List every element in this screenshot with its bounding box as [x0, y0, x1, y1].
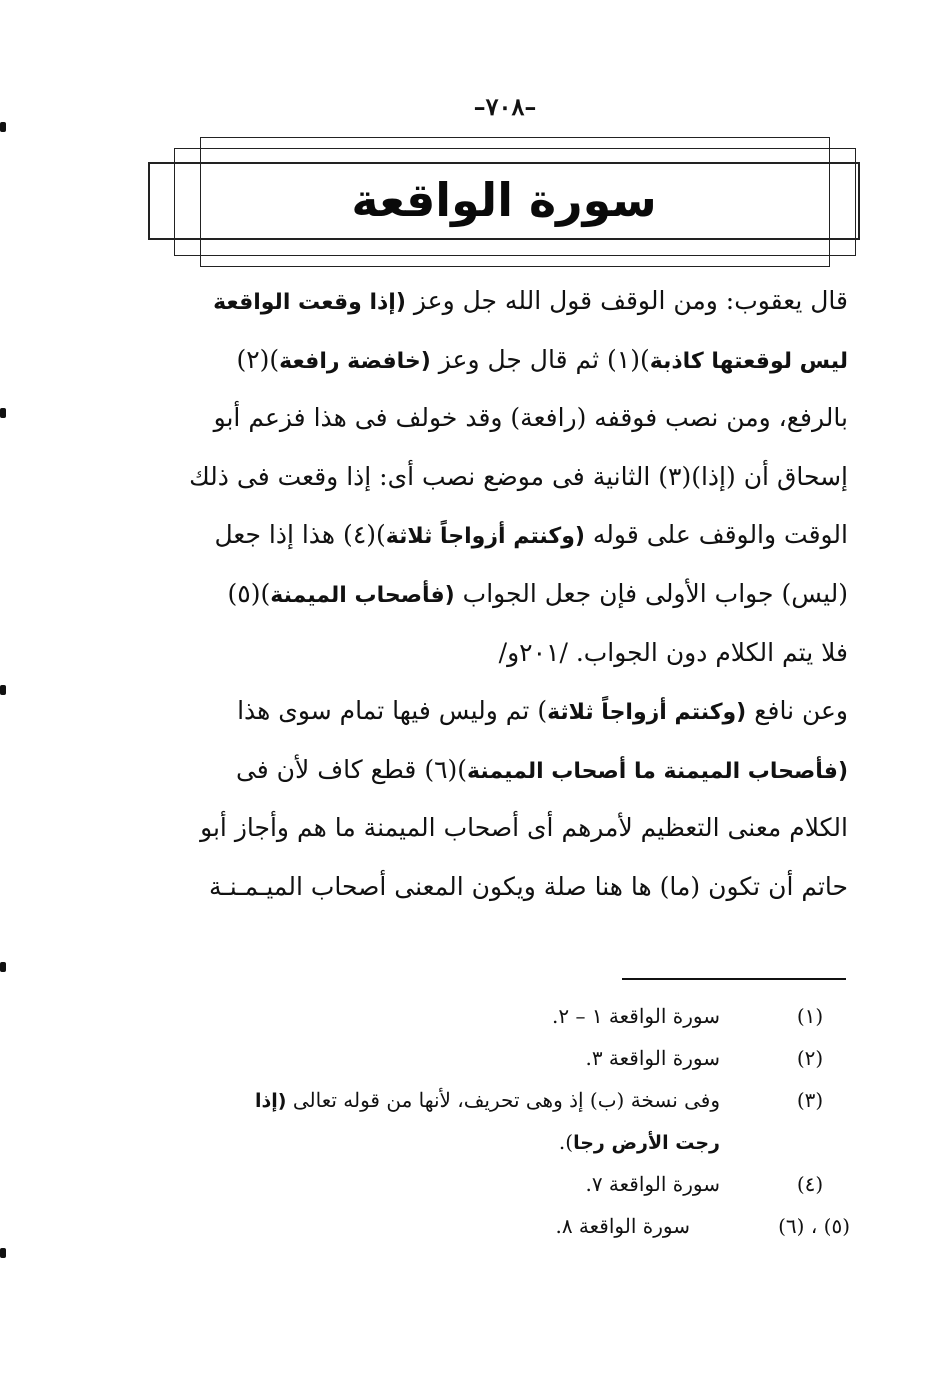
footnote-item — [120, 1205, 850, 1247]
quran-quote: (إذا وقعت الواقعة — [213, 290, 406, 315]
footnote-text — [120, 1163, 770, 1205]
footnote-number: (٢) — [796, 1046, 824, 1070]
footnote-text — [120, 1037, 770, 1079]
page-number: –٧٠٨– — [473, 92, 537, 121]
body-line — [140, 389, 848, 448]
body-text-run: (ليس) جواب الأولى فإن جعل الجواب — [454, 578, 848, 608]
sura-title: سورة الواقعة — [351, 173, 657, 227]
footnote-text-run: سورة الواقعة ٧. — [585, 1172, 720, 1196]
quran-quote: (وكنتم أزواجاً ثلاثة — [547, 700, 747, 726]
body-text-run: الكلام معنى التعظيم لأمرهم أى أصحاب الميمنة ما هم وأجاز أبو — [200, 813, 848, 843]
scan-speck — [0, 962, 6, 972]
scan-speck — [0, 122, 6, 132]
body-line — [140, 272, 848, 331]
body-text-run: الوقت والوقف على قوله — [584, 520, 848, 550]
footnote-text-run: سورة الواقعة ٣. — [585, 1046, 720, 1070]
body-text-run: إسحاق أن (إذا)(٣) الثانية فى موضع نصب أى: إذا وقعت فى ذلك — [189, 461, 848, 491]
body-text-run: )(٢) — [236, 344, 280, 374]
quran-quote: (فأصحاب الميمنة — [270, 582, 455, 608]
footnote-text-run: سورة الواقعة ١ – ٢. — [552, 1004, 720, 1028]
body-line — [140, 506, 848, 565]
body-text-run: ) تم وليس فيها تمام سوى هذا — [237, 696, 548, 726]
footnote-continuation — [120, 1121, 850, 1163]
body-line — [140, 682, 848, 741]
body-text-run: )(٦) قطع كاف لأن فى — [235, 754, 468, 784]
quran-quote: (وكنتم أزواجاً ثلاثة — [385, 524, 585, 550]
body-line — [140, 448, 848, 507]
quran-quote: ليس لوقعتها كاذبة — [649, 348, 848, 374]
footnote-number: (٥) ، (٦) — [778, 1214, 850, 1238]
body-line — [140, 565, 848, 624]
body-text-run: )(٤) هذا إذا جعل — [214, 520, 386, 550]
body-line — [140, 624, 848, 683]
footnotes — [120, 995, 850, 1247]
body-line — [140, 331, 848, 390]
footnote-text: ). — [558, 1130, 574, 1154]
footnote-text-run: وفى نسخة (ب) إذ وهى تحريف، لأنها من قوله تعالى — [286, 1088, 720, 1112]
footnote-item — [120, 1037, 850, 1079]
footnote-number: (٣) — [796, 1088, 824, 1112]
body-text-run: )(١) ثم قال جل وعز — [430, 344, 650, 374]
quran-quote: (إذا — [255, 1090, 287, 1112]
footnote-item — [120, 1079, 850, 1121]
quran-quote: رجت الأرض رجا — [573, 1132, 720, 1154]
body-line — [140, 799, 848, 858]
quran-quote: (خافضة رافعة — [279, 348, 431, 374]
scan-speck — [0, 1248, 6, 1258]
footnote-number: (١) — [796, 1004, 824, 1028]
body-text-run: وعن نافع — [746, 696, 848, 726]
body-text-run: حاتم أن تكون (ما) ها هنا صلة ويكون المعنى أصحاب الميـمـنـة — [208, 871, 848, 901]
footnote-text — [120, 995, 770, 1037]
body-line — [140, 741, 848, 800]
footnote-text — [120, 1205, 690, 1247]
scan-speck — [0, 685, 6, 695]
body-text-run: بالرفع، ومن نصب فوقفه (رافعة) وقد خولف فى هذا فزعم أبو — [213, 403, 848, 433]
scan-edge-specks — [0, 0, 16, 1374]
footnote-number: (٤) — [796, 1172, 824, 1196]
footnote-item — [120, 995, 850, 1037]
quran-quote: (فأصحاب الميمنة ما أصحاب الميمنة — [467, 758, 848, 784]
body-text-run: قال يعقوب: ومن الوقف قول الله جل وعز — [405, 286, 848, 315]
body-line — [140, 858, 848, 917]
body-text — [140, 272, 848, 917]
footnote-item — [120, 1163, 850, 1205]
footnote-text — [120, 1079, 770, 1121]
footnote-separator — [622, 978, 846, 980]
scan-speck — [0, 408, 6, 418]
body-text-run: )(٥) — [227, 578, 271, 608]
footnote-text-run: سورة الواقعة ٨. — [555, 1214, 690, 1238]
body-text-run: فلا يتم الكلام دون الجواب. /٢٠١و/ — [498, 637, 848, 667]
